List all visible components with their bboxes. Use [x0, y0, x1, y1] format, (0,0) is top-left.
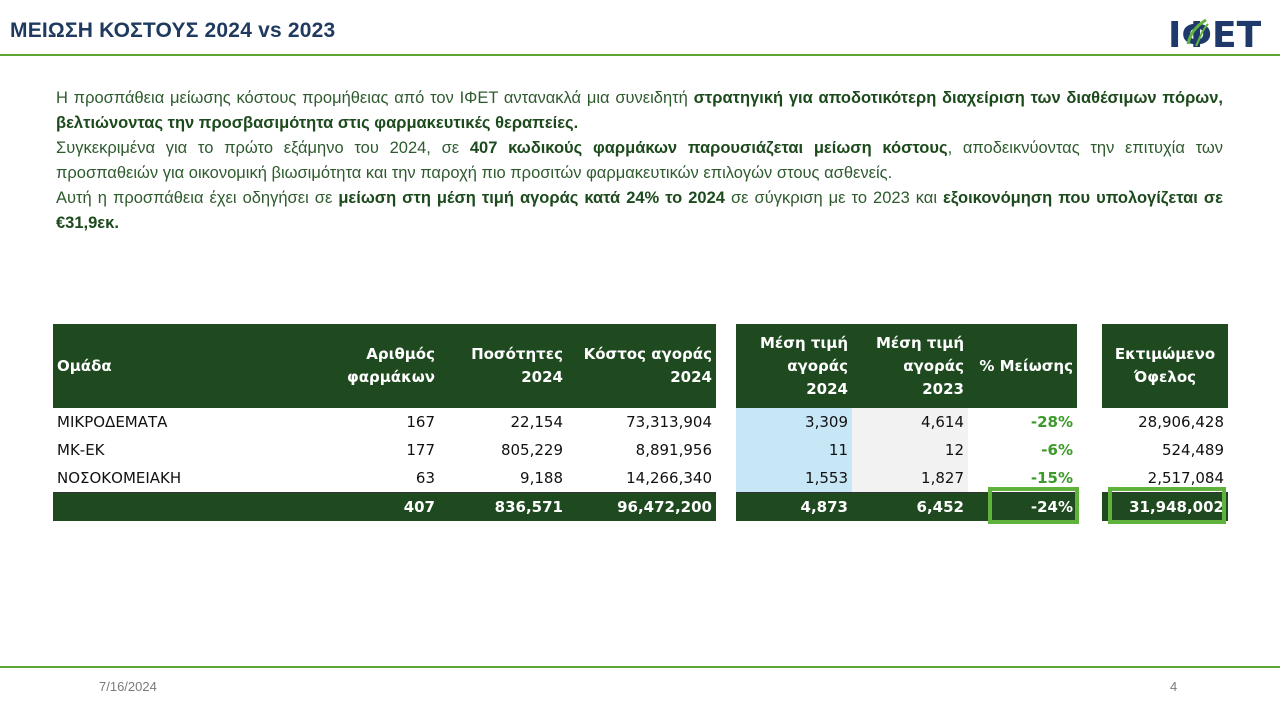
intro-p2-text: Συγκεκριμένα για το πρώτο εξάμηνο του 2024, σε: [56, 139, 470, 157]
intro-p3-bold: μείωση στη μέση τιμή αγοράς κατά 24% το 2024: [338, 189, 725, 207]
header-divider: [0, 54, 1280, 56]
header-quantities: Ποσότητες 2024: [439, 324, 567, 408]
cell-qty: 9,188: [439, 464, 567, 493]
footer-date: 7/16/2024: [99, 679, 157, 694]
cell-benefit: 2,517,084: [1102, 464, 1228, 493]
header-reduction: % Μείωσης: [968, 324, 1077, 408]
cell-group: ΝΟΣΟΚΟΜΕΙΑΚΗ: [53, 464, 271, 493]
highlight-reduction-box: [988, 487, 1079, 524]
table-row: [53, 436, 716, 464]
cell-count: 167: [406, 413, 435, 431]
cell-cost: 14,266,340: [567, 464, 716, 493]
table-row: [53, 408, 716, 436]
cell-reduction: -6%: [1041, 441, 1073, 459]
ifet-logo: [1166, 14, 1262, 54]
intro-paragraph-2: [56, 136, 1223, 186]
header-cost: Κόστος αγοράς 2024: [567, 324, 716, 408]
cell-qty: 805,229: [500, 441, 563, 459]
intro-p3-text-mid: σε σύγκριση με το 2023 και: [724, 189, 944, 207]
header-avg-price-2023: Μέση τιμή αγοράς 2023: [852, 324, 968, 408]
cell-reduction: -15%: [968, 464, 1077, 493]
cell-avg24: 3,309: [736, 408, 852, 436]
cell-avg23: 12: [852, 436, 968, 464]
cell-total-benefit: 31,948,002: [1102, 493, 1228, 522]
cell-cost: 8,891,956: [635, 441, 712, 459]
table-row: [53, 464, 716, 493]
cell-cost: 73,313,904: [626, 413, 712, 431]
cell-total-qty: 836,571: [439, 493, 567, 522]
table-row: [1102, 436, 1228, 464]
cell-avg24: 11: [736, 436, 852, 464]
table-total-row: [53, 493, 716, 522]
cost-table-main: [53, 324, 716, 521]
header-count: Αριθμός φαρμάκων: [271, 324, 439, 408]
intro-p1-bold: στρατηγική για αποδοτικότερη διαχείριση των διαθέσιμων πόρων, βελτιώνοντας την προσβασιμότητα στις φαρμακευτικές θεραπείες.: [56, 89, 1223, 132]
cell-total-cost: 96,472,200: [567, 493, 716, 522]
table-row: [1102, 408, 1228, 436]
cell-reduction: -28%: [1030, 413, 1073, 431]
cell-avg24: 1,553: [736, 464, 852, 493]
cell-qty: 22,154: [510, 413, 563, 431]
cell-total-count: 407: [271, 493, 439, 522]
cell-total-label: [53, 493, 271, 522]
cell-benefit: 28,906,428: [1138, 413, 1224, 431]
cell-total-avg24: 4,873: [736, 493, 852, 522]
highlight-benefit-box: [1108, 487, 1226, 524]
header-avg-price-2024: Μέση τιμή αγοράς 2024: [736, 324, 852, 408]
cell-total-avg23: 6,452: [852, 493, 968, 522]
cell-group: ΜΚ-ΕΚ: [57, 441, 105, 459]
intro-p3-text: Αυτή η προσπάθεια έχει οδηγήσει σε: [56, 189, 339, 207]
cell-count: 63: [271, 464, 439, 493]
cell-group: ΜΙΚΡΟΔΕΜΑΤΑ: [57, 413, 168, 431]
table-row: [736, 408, 1077, 436]
cell-benefit: 524,489: [1161, 441, 1224, 459]
logo-text: ΙΦΕΤ: [1168, 15, 1262, 54]
intro-text: [56, 86, 1223, 236]
table-row: [736, 436, 1077, 464]
intro-p2-bold: 407 κωδικούς φαρμάκων παρουσιάζεται μείωση κόστους: [469, 139, 948, 157]
intro-paragraph-1: [56, 86, 1223, 136]
page-number: 4: [1170, 679, 1178, 694]
intro-paragraph-3: [56, 186, 1223, 236]
cell-total-reduction: -24%: [968, 493, 1077, 522]
cell-avg23: 4,614: [852, 408, 968, 436]
intro-p2-text-end: , αποδεικνύοντας την επιτυχία των προσπαθειών για οικονομική βιωσιμότητα και την παροχή πιο προσιτών φαρμακευτικών επιλογών στους ασθενείς.: [56, 139, 1224, 182]
page-title: ΜΕΙΩΣΗ ΚΟΣΤΟΥΣ 2024 vs 2023: [10, 19, 336, 42]
footer-divider: [0, 666, 1280, 668]
intro-p1-text: Η προσπάθεια μείωσης κόστους προμήθειας από τον ΙΦΕΤ αντανακλά μια συνειδητή: [56, 89, 694, 107]
cell-avg23: 1,827: [852, 464, 968, 493]
cell-count: 177: [406, 441, 435, 459]
intro-p3-bold-end: εξοικονόμηση που υπολογίζεται σε €31,9εκ.: [56, 189, 1223, 232]
header-group: Ομάδα: [53, 324, 271, 408]
header-benefit: Εκτιμώμενο Όφελος: [1102, 324, 1228, 408]
